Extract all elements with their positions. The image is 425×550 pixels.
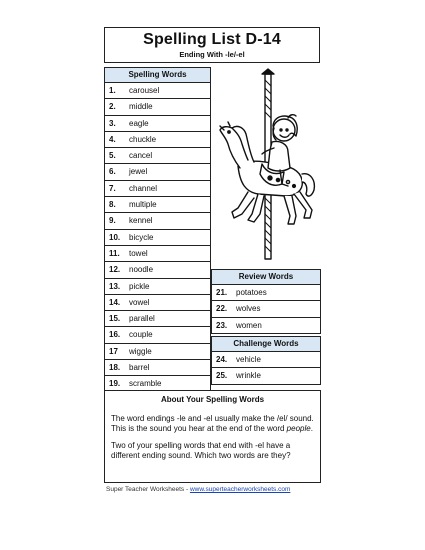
item-number: 7. [109,183,116,193]
list-item [105,327,210,343]
page-subtitle: Ending With -le/-el [179,50,245,59]
title-box [104,27,320,63]
list-item [105,164,210,180]
item-number: 10. [109,232,121,242]
item-word: eagle [129,118,149,128]
list-item [105,262,210,278]
item-word: scramble [129,379,162,389]
list-item [105,116,210,132]
item-number: 14. [109,297,121,307]
about-paragraph-1 [111,414,314,434]
item-word: channel [129,183,158,193]
item-number: 4. [109,134,116,144]
challenge-words-list [212,352,320,384]
item-word: couple [129,330,153,340]
list-item [212,301,320,317]
footer-text: Super Teacher Worksheets - [106,486,190,493]
review-words-box [211,269,321,334]
item-word: chuckle [129,134,157,144]
item-word: wrinkle [236,371,261,381]
about-text-end: . [310,424,313,433]
list-item [105,246,210,262]
about-box [104,390,321,483]
spelling-words-box [104,67,211,415]
item-number: 16. [109,330,121,340]
item-number: 8. [109,200,116,210]
item-number: 2. [109,102,116,112]
item-word: towel [129,248,148,258]
item-word: multiple [129,200,157,210]
list-item [105,230,210,246]
list-item [105,197,210,213]
list-item [105,99,210,115]
challenge-words-header: Challenge Words [212,337,320,352]
footer-link[interactable]: www.superteacherworksheets.com [189,486,291,493]
item-word: women [236,320,262,330]
item-word: potatoes [236,288,267,297]
about-text: The word endings -le and -el usually make the /el/ sound. This is the sound you hear at the end of the word [111,414,314,433]
item-word: barrel [129,363,150,373]
list-item [105,279,210,295]
item-number: 9. [109,216,116,226]
challenge-words-box [211,336,321,385]
review-words-list [212,285,320,333]
list-item [212,285,320,301]
item-number: 24. [216,355,228,364]
list-item [105,344,210,360]
item-number: 5. [109,151,116,161]
item-number: 19. [109,379,121,389]
carousel-horse-girl-icon [218,68,318,263]
item-word: parallel [129,314,155,324]
list-item [212,368,320,383]
spelling-words-list [105,83,210,408]
item-number: 21. [216,288,228,297]
list-item [212,318,320,333]
list-item [105,148,210,164]
page-title: Spelling List D-14 [143,31,281,48]
item-word: jewel [129,167,148,177]
item-number: 1. [109,86,116,95]
list-item [105,132,210,148]
item-word: bicycle [129,232,154,242]
item-word: vowel [129,297,150,307]
item-number: 13. [109,281,121,291]
list-item [105,311,210,327]
item-word: pickle [129,281,150,291]
list-item [105,295,210,311]
item-number: 11. [109,248,120,258]
item-number: 12. [109,265,121,275]
review-words-header: Review Words [212,270,320,285]
list-item [105,181,210,197]
list-item [105,83,210,99]
spelling-words-header: Spelling Words [105,68,210,83]
item-word: wiggle [129,346,152,356]
list-item [105,360,210,376]
item-word: wolves [236,304,261,314]
footer [106,486,290,493]
item-number: 22. [216,304,228,314]
item-word: noodle [129,265,154,275]
item-number: 3. [109,118,116,128]
about-title: About Your Spelling Words [160,395,265,404]
item-word: vehicle [236,355,261,364]
item-word: carousel [129,86,160,95]
item-number: 23. [216,320,228,330]
item-number: 6. [109,167,116,177]
about-emphasis: people [286,424,311,433]
item-number: 18. [109,363,121,373]
item-word: cancel [129,151,153,161]
item-number: 15. [109,314,121,324]
item-word: kennel [129,216,153,226]
about-paragraph-2: Two of your spelling words that end with -el have a different ending sound. Which two words are they? [111,441,291,460]
list-item [212,352,320,368]
item-number: 25. [216,371,228,381]
list-item [105,213,210,229]
item-number: 17 [109,346,118,356]
item-word: middle [129,102,153,112]
